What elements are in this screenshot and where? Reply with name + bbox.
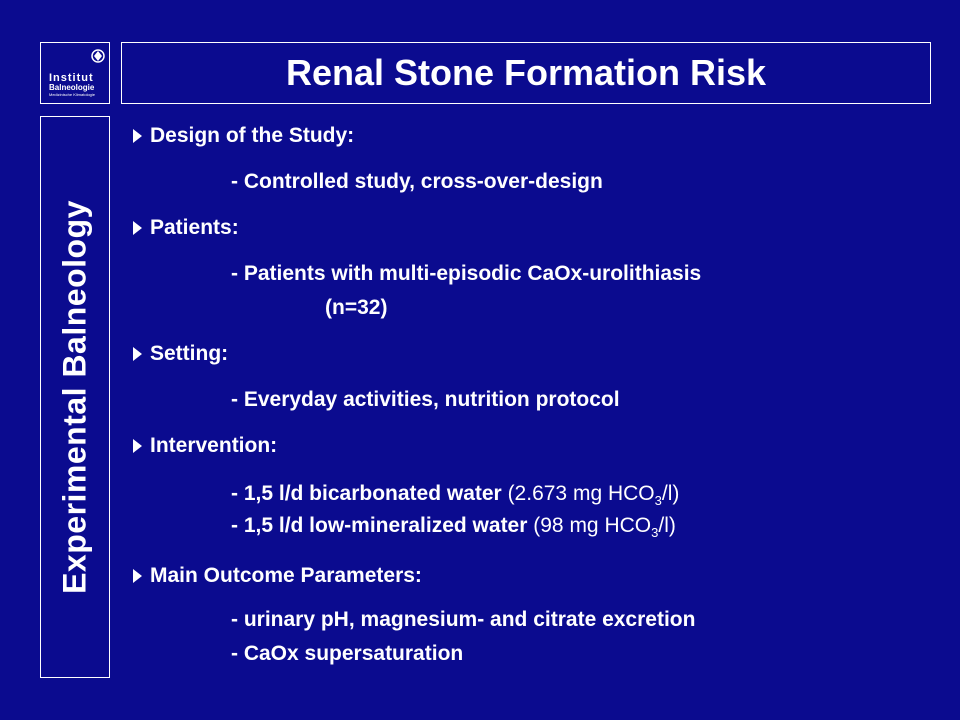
section-heading-design: Design of the Study: — [133, 124, 354, 148]
logo-line-3: Medizinische Klimatologie — [49, 92, 96, 97]
setting-item: - Everyday activities, nutrition protocol — [231, 388, 620, 411]
section-heading-outcome: Main Outcome Parameters: — [133, 564, 422, 588]
intervention-item-low-mineralized: - 1,5 l/d low-mineralized water (98 mg $HCO_3/l$) — [231, 514, 676, 541]
bullet-arrow-icon — [133, 347, 142, 361]
side-label: Experimental Balneology — [56, 200, 93, 594]
patients-item: - Patients with multi-episodic CaOx-urolithiasis — [231, 262, 702, 285]
logo-emblem-icon — [89, 47, 107, 65]
outcome-item-urinary: - urinary pH, magnesium- and citrate excretion — [231, 608, 696, 631]
institute-logo — [40, 42, 110, 104]
section-heading-setting: Setting: — [133, 342, 228, 366]
section-heading-intervention: Intervention: — [133, 434, 277, 458]
title-box — [121, 42, 931, 104]
bullet-arrow-icon — [133, 439, 142, 453]
design-item: - Controlled study, cross-over-design — [231, 170, 603, 193]
bullet-arrow-icon — [133, 221, 142, 235]
patients-count: (n=32) — [325, 296, 388, 319]
side-box — [40, 116, 110, 678]
logo-line-2: Balneologie — [49, 83, 95, 92]
slide-title: Renal Stone Formation Risk — [285, 52, 767, 93]
section-heading-patients: Patients: — [133, 216, 239, 240]
bullet-arrow-icon — [133, 129, 142, 143]
outcome-item-supersaturation: - CaOx supersaturation — [231, 642, 464, 665]
logo-line-1: Institut — [49, 72, 94, 84]
bullet-arrow-icon — [133, 569, 142, 583]
intervention-item-bicarbonated: - 1,5 l/d bicarbonated water (2.673 mg $HCO_3/l$) — [231, 482, 680, 509]
